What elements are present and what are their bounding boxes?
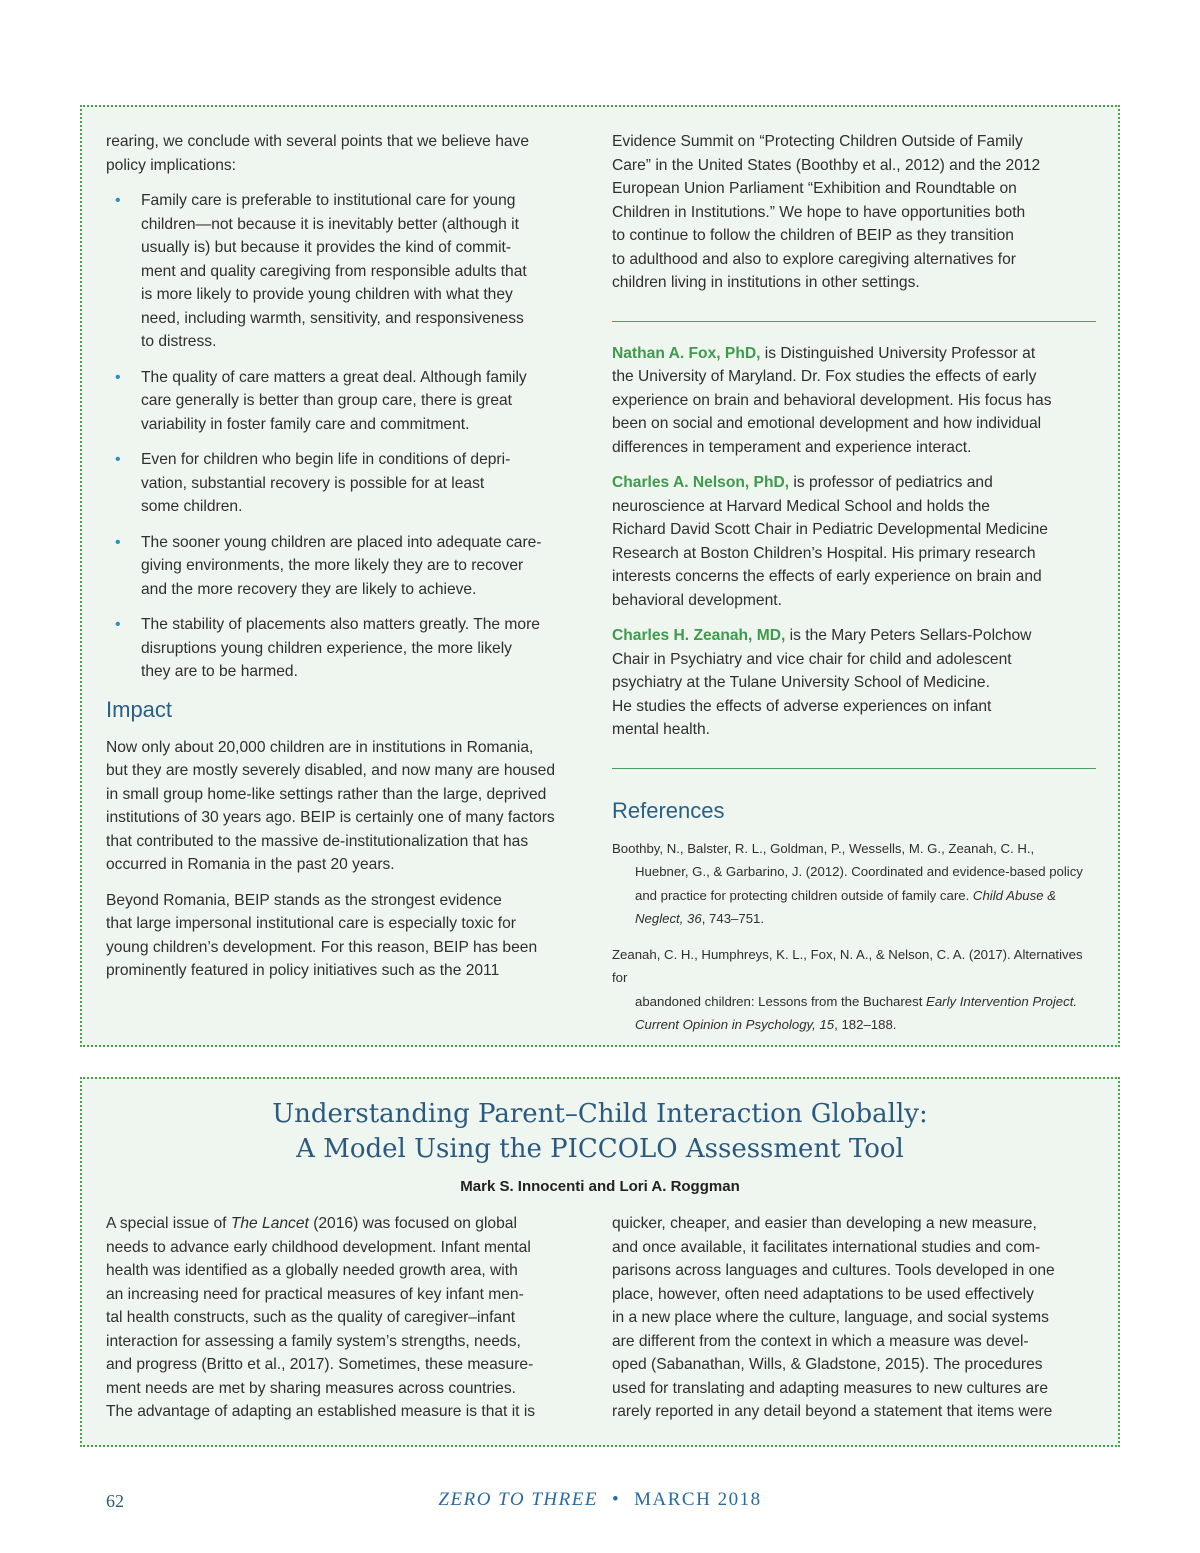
divider: [612, 321, 1096, 322]
policy-bullet-list: [106, 189, 591, 684]
bullet-item: • Even for children who begin life in conditions of depri- vation, substantial recovery is possible for at least some children.: [106, 448, 591, 519]
article-left-column: [106, 1212, 591, 1436]
right-column: [612, 130, 1096, 1049]
issue-date: MARCH 2018: [634, 1489, 762, 1510]
references-heading: References: [612, 797, 725, 823]
article-paragraph: A special issue of The Lancet (2016) was focused on global needs to advance early childhood development. Infant mental health was identified as a globally needed growth area, with an increasing need for practical measures of key infant men- tal health constructs, such as the quality of caregiver–infant interaction for assessing a family system’s strengths, needs, and progress (Britto et al., 2017). Sometimes, these measure- ment needs are met by sharing measures across countries. The advantage of adapting an established measure is that it is: [106, 1215, 536, 1420]
left-column: [106, 130, 591, 995]
author-name: Charles H. Zeanah, MD,: [612, 627, 786, 644]
author-bio-zeanah: Charles H. Zeanah, MD, is the Mary Peters Sellars-Polchow Chair in Psychiatry and vice chair for child and adolescent psychiatry at the Tulane University School of Medicine. He studies the effects of adverse experiences on infant mental health.: [612, 627, 1032, 738]
impact-heading: Impact: [106, 696, 173, 722]
bullet-separator: •: [611, 1489, 621, 1510]
article-authors: Mark S. Innocenti and Lori A. Roggman: [460, 1178, 740, 1195]
bullet-item: • The sooner young children are placed into adequate care- giving environments, the more likely they are to recover and the more recovery they are likely to achieve.: [106, 531, 591, 602]
running-footer: [0, 1489, 1200, 1511]
article-paragraph: quicker, cheaper, and easier than developing a new measure, and once available, it facilitates international studies and com- parisons across languages and cultures. Tools developed in one place, however, often need adaptations to be used effectively in a new place where the culture, language, and social systems are different from the context in which a measure was devel- oped (Sabanathan, Wills, & Gladstone, 2015). The procedures used for translating and adapting measures to new cultures are rarely reported in any detail beyond a statement that items were: [612, 1215, 1055, 1420]
article-title: Understanding Parent–Child Interaction Globally: A Model Using the PICCOLO Assessment Tool: [272, 1099, 928, 1164]
intro-paragraph: rearing, we conclude with several points that we believe have policy implications:: [106, 133, 530, 174]
author-bio-nelson: Charles A. Nelson, PhD, is professor of pediatrics and neuroscience at Harvard Medical School and holds the Richard David Scott Chair in Pediatric Developmental Medicine Research at Boston Children’s Hospital. His primary research interests concerns the effects of early experience on brain and behavioral development.: [612, 474, 1048, 609]
author-name: Charles A. Nelson, PhD,: [612, 474, 790, 491]
reference-entry: Zeanah, C. H., Humphreys, K. L., Fox, N. A., & Nelson, C. A. (2017). Alternatives for abandoned children: Lessons from the Bucharest Early Intervention Project. Current Opinion in Psychology, 15, 182–188.: [612, 946, 1083, 1032]
magazine-name: ZERO TO THREE: [438, 1489, 598, 1510]
article-right-column: [612, 1212, 1100, 1436]
bullet-item: • The stability of placements also matters greatly. The more disruptions young children experience, the more likely they are to be harmed.: [106, 613, 591, 684]
impact-paragraph-1: Now only about 20,000 children are in institutions in Romania, but they are mostly severely disabled, and now many are housed in small group home-like settings rather than the large, deprived institutions of 30 years ago. BEIP is certainly one of many factors that contributed to the massive de-institutionalization that has occurred in Romania in the past 20 years.: [106, 738, 556, 873]
bullet-item: • The quality of care matters a great deal. Although family care generally is better than group care, there is great variability in foster family care and commitment.: [106, 366, 591, 437]
divider: [612, 768, 1096, 769]
page-number: 62: [106, 1491, 124, 1511]
author-bio-fox: Nathan A. Fox, PhD, is Distinguished University Professor at the University of Maryland. Dr. Fox studies the effects of early experience on brain and behavioral development. His focus has been on social and emotional development and how individual differences in temperament and experience interact.: [612, 344, 1052, 456]
continued-paragraph: Evidence Summit on “Protecting Children Outside of Family Care” in the United States (Boothby et al., 2012) and the 2012 European Union Parliament “Exhibition and Roundtable on Children in Institutions.” We hope to have opportunities both to continue to follow the children of BEIP as they transition to adulthood and also to explore caregiving alternatives for children living in institutions in other settings.: [612, 133, 1041, 291]
author-name: Nathan A. Fox, PhD,: [612, 344, 761, 362]
impact-paragraph-2: Beyond Romania, BEIP stands as the strongest evidence that large impersonal institutional care is especially toxic for young children’s development. For this reason, BEIP has been prominently featured in policy initiatives such as the 2011: [106, 891, 538, 979]
reference-entry: Boothby, N., Balster, R. L., Goldman, P., Wessells, M. G., Zeanah, C. H., Huebner, G., & Garbarino, J. (2012). Coordinated and evidence-based policy and practice for protecting children outside of family care. Child Abuse & Neglect, 36, 743–751.: [612, 840, 1083, 926]
bullet-item: • Family care is preferable to institutional care for young children—not because it is inevitably better (although it usually is) but because it provides the kind of commit- ment and quality caregiving from responsible adults that is more likely to provide young children with what they need, including warmth, sensitivity, and responsiveness to distress.: [106, 189, 591, 354]
